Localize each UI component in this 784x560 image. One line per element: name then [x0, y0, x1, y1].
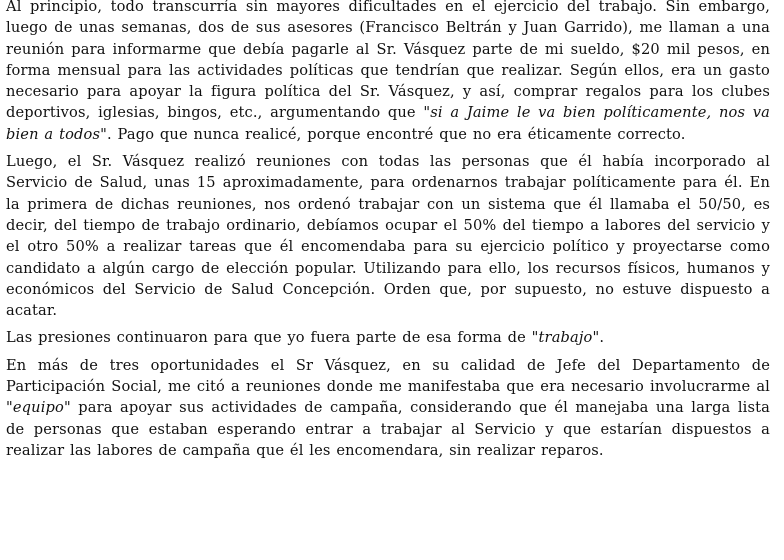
paragraph-pressures: [6, 327, 770, 348]
paragraph-text: Luego, el Sr. Vásquez realizó reuniones con todas las personas que él había incorporado al Servicio de Salud, unas 15 aproximadamente, para ordenarnos trabajar políticamente para él. En la primera de dichas reuniones, nos ordenó trabajar con un sistema que él llamaba el 50/50, es decir, del tiempo de trabajo ordinario, debíamos ocupar el 50% del tiempo a labores del servicio y el otro 50% a realizar tareas que él encomendaba para su ejercicio político y proyectarse como candidato a algún cargo de elección popular. Utilizando para ello, los recursos físicos, humanos y económicos del Servicio de Salud Concepción. Orden que, por supuesto, no estuve dispuesto a acatar.: [6, 153, 770, 320]
paragraph-campaign-meetings: [6, 355, 770, 461]
paragraph-payment-request: [6, 0, 770, 145]
paragraph-text: ".: [592, 329, 605, 347]
emphasized-quote: si a Jaime le va bien políticamente, nos va bien a todos: [6, 104, 770, 143]
emphasized-word-equipo: equipo: [12, 399, 64, 417]
paragraph-text: " para apoyar sus actividades de campaña, considerando que él manejaba una larga lista de personas que estaban esperando entrar a trabajar al Servicio y que estarían dispuestos a realizar las labores de campaña que él les encomendara, sin realizar reparos.: [6, 399, 770, 459]
paragraph-text: Al principio, todo transcurría sin mayores dificultades en el ejercicio del trabajo. Sin embargo, luego de unas semanas, dos de sus asesores (Francisco Beltrán y Juan Garrido), me llaman a una reunión para informarme que debía pagarle al Sr. Vásquez parte de mi sueldo, $20 mil pesos, en forma mensual para las actividades políticas que tendrían que realizar. Según ellos, era un gasto necesario para apoyar la figura política del Sr. Vásquez, y así, comprar regalos para los clubes deportivos, iglesias, bingos, etc., argumentando que ": [6, 0, 770, 122]
paragraph-text: En más de tres oportunidades el Sr Vásquez, en su calidad de Jefe del Departamento de Participación Social, me citó a reuniones donde me manifestaba que era necesario involucrarme al ": [6, 356, 770, 417]
paragraph-text: Las presiones continuaron para que yo fuera parte de esa forma de ": [6, 329, 539, 347]
paragraph-meetings: [6, 151, 770, 321]
paragraph-text: ". Pago que nunca realicé, porque encontré que no era éticamente correcto.: [100, 125, 686, 143]
emphasized-word-trabajo: trabajo: [538, 329, 593, 347]
